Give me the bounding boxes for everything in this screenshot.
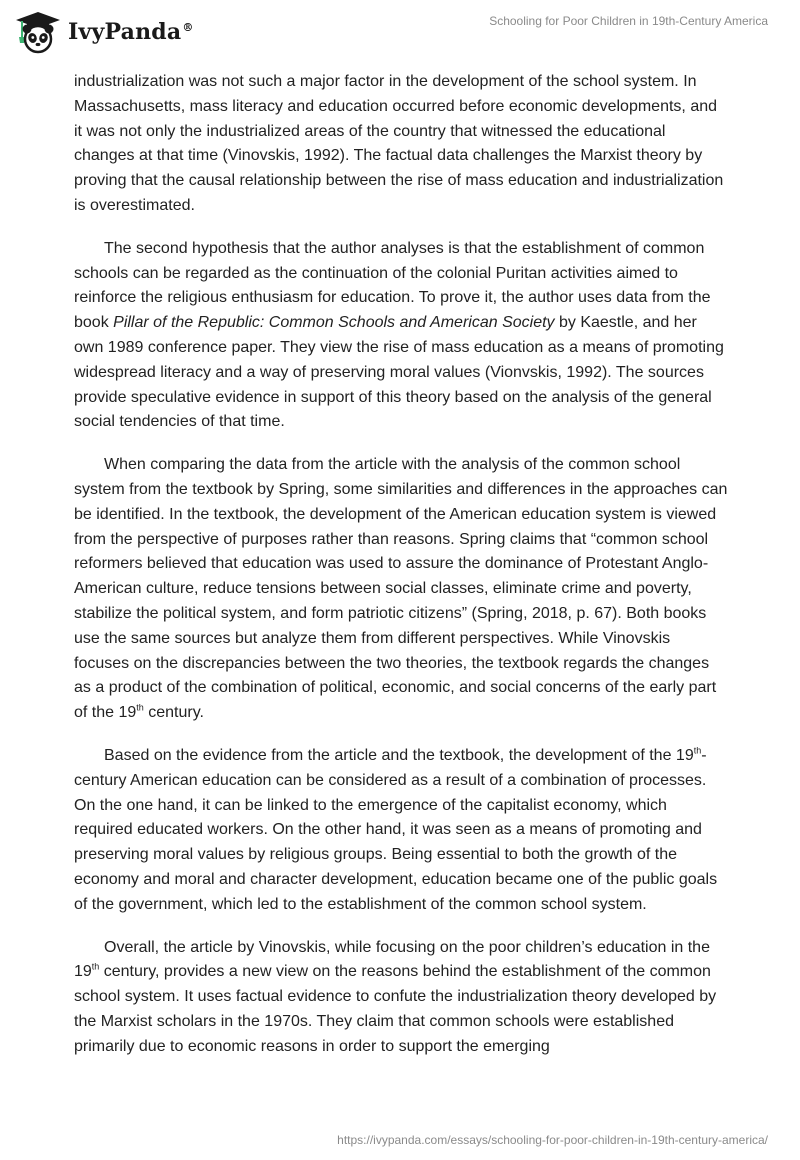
essay-body bbox=[74, 70, 728, 1077]
paragraph-5: Overall, the article by Vinovskis, while focusing on the poor children’s education in the 19th century, provides a new view on the reasons behind the establishment of the common school system. It uses factual evidence to confute the industrialization theory developed by the Marxist scholars in the 1970s. They claim that common schools were established primarily due to economic reasons in order to support the emerging bbox=[74, 938, 717, 1055]
book-title: Pillar of the Republic: Common Schools and American Society bbox=[113, 314, 555, 332]
paragraph-1: industrialization was not such a major factor in the development of the school system. In Massachusetts, mass literacy and education occurred before economic developments, and it was not only the industrialized areas of the country that witnessed the educational changes at that time (Vinovskis, 1992). The factual data challenges the Marxist theory by proving that the causal relationship between the rise of mass education and industrialization is overestimated. bbox=[74, 73, 724, 214]
paragraph-3: When comparing the data from the article with the analysis of the common school system from the textbook by Spring, some similarities and differences in the approaches can be identified. In the textbook, the development of the American education system is viewed from the perspective of purposes rather than reasons. Spring claims that “common school reformers believed that education was used to assure the dominance of Protestant Anglo-American culture, reduce tensions between social classes, eliminate crime and poverty, stabilize the political system, and form patriotic citizens” (Spring, 2018, p. 67). Both books use the same sources but analyze them from different perspectives. While Vinovskis focuses on the discrepancies between the two theories, the textbook regards the changes as a product of the combination of political, economic, and social concerns of the early part of the 19th century. bbox=[74, 456, 728, 722]
logo[interactable] bbox=[14, 8, 194, 56]
document-title: Schooling for Poor Children in 19th-Century America bbox=[489, 14, 768, 28]
page-header bbox=[0, 0, 800, 70]
panda-graduation-cap-icon bbox=[14, 10, 62, 54]
logo-wordmark: IvyPanda® bbox=[68, 19, 194, 45]
registered-mark: ® bbox=[182, 20, 194, 34]
paragraph-2: The second hypothesis that the author analyses is that the establishment of common schools can be regarded as the continuation of the colonial Puritan activities aimed to reinforce the religious enthusiasm for education. To prove it, the author uses data from the book Pillar of the Republic: Common Schools and American Society by Kaestle, and her own 1989 conference paper. They view the rise of mass education as a means of promoting widespread literacy and a way of preserving moral values (Vionvskis, 1992). The sources provide speculative evidence in support of this theory based on the analysis of the general social tendencies of that time. bbox=[74, 239, 724, 431]
source-url[interactable]: https://ivypanda.com/essays/schooling-for-poor-children-in-19th-century-america/ bbox=[337, 1133, 768, 1147]
paragraph-4: Based on the evidence from the article and the textbook, the development of the 19th-century American education can be considered as a result of a combination of processes. On the one hand, it can be linked to the emergence of the capitalist economy, which required educated workers. On the other hand, it was seen as a means of promoting and preserving moral values by religious groups. Being essential to both the growth of the economy and moral and character development, education became one of the public goals of the government, which led to the establishment of the common school system. bbox=[74, 745, 718, 913]
